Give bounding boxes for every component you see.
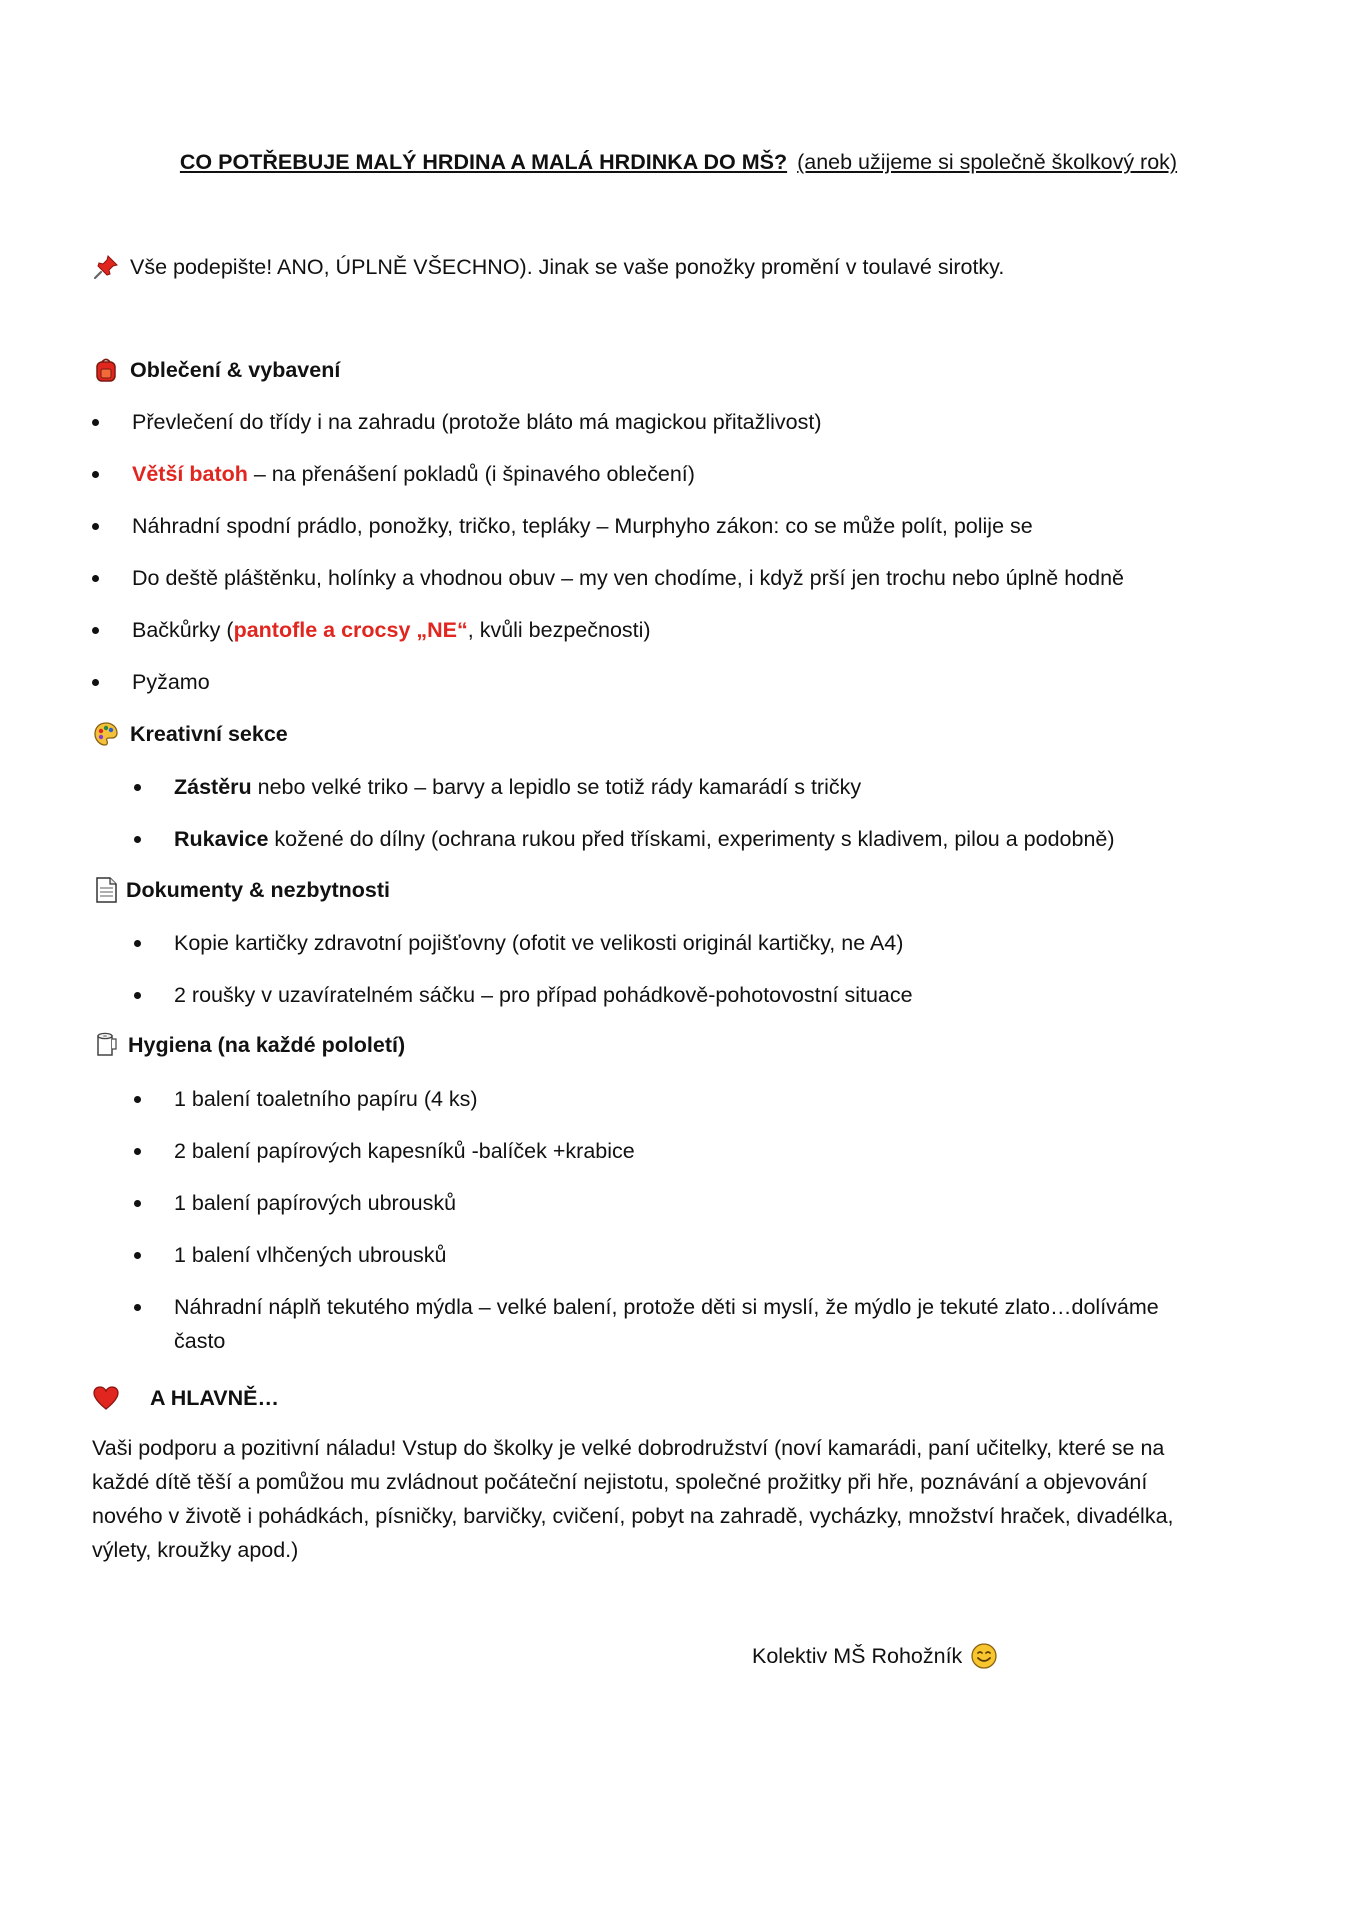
list-item-text: 1 balení toaletního papíru (4 ks) — [174, 1087, 478, 1111]
bullet — [134, 1252, 141, 1259]
title-subtitle: (aneb užijeme si společně školkový rok) — [797, 150, 1178, 174]
list-item — [92, 509, 1033, 543]
paragraph-line: nového v životě i pohádkách, písničky, barvičky, cvičení, pobyt na zahradě, vycházky, množství hraček, divadélka, — [92, 1504, 1174, 1528]
bold-text: Rukavice — [174, 827, 269, 851]
bold-text: Zástěru — [174, 775, 252, 799]
list-item-text — [132, 457, 695, 491]
smiling-face-icon — [970, 1642, 998, 1670]
list-item — [134, 822, 1115, 856]
list-item — [134, 978, 913, 1012]
heading-hygiene: Hygiena (na každé pololetí) — [128, 1032, 406, 1057]
bullet — [134, 1096, 141, 1103]
bullet — [92, 679, 99, 686]
section-heading-mainly — [92, 1384, 279, 1412]
list-item — [92, 665, 210, 699]
section-heading-clothing — [92, 356, 340, 384]
list-item-text: Pyžamo — [132, 670, 210, 694]
list-item-rest: – na přenášení pokladů (i špinavého oblečení) — [247, 462, 695, 486]
notice-text: Vše podepište! ANO, ÚPLNĚ VŠECHNO). Jinak se vaše ponožky promění v toulavé sirotky. — [130, 255, 1005, 279]
list-item — [92, 457, 695, 491]
list-item-text: 2 roušky v uzavíratelném sáčku – pro případ pohádkově-pohotovostní situace — [174, 983, 913, 1007]
section-heading-creative — [92, 720, 288, 748]
list-item-text: Náhradní spodní prádlo, ponožky, tričko, tepláky – Murphyho zákon: co se může polít, polije se — [132, 514, 1033, 538]
highlight-text: Větší batoh — [132, 462, 248, 486]
pushpin-icon — [92, 253, 120, 281]
list-item — [134, 1186, 456, 1220]
toilet-paper-icon — [92, 1031, 120, 1059]
bullet — [134, 1200, 141, 1207]
bullet — [134, 784, 141, 791]
section-heading-documents — [92, 876, 390, 904]
list-item-text — [174, 822, 1115, 856]
signature — [752, 1639, 998, 1673]
list-item — [134, 1238, 447, 1272]
paragraph-line: výlety, kroužky apod.) — [92, 1538, 299, 1562]
list-item-line: často — [174, 1329, 226, 1353]
list-item — [92, 613, 651, 647]
list-item-text: Kopie kartičky zdravotní pojišťovny (ofotit ve velikosti originál kartičky, ne A4) — [174, 931, 904, 955]
signature-text: Kolektiv MŠ Rohožník — [752, 1644, 963, 1668]
list-item-text: Do deště pláštěnku, holínky a vhodnou obuv – my ven chodíme, i když prší jen trochu nebo úplně hodně — [132, 566, 1125, 590]
bullet — [134, 836, 141, 843]
heading-mainly: A HLAVNĚ… — [150, 1385, 279, 1410]
document-title — [0, 145, 1357, 179]
highlight-text: pantofle a crocsy „NE“ — [233, 618, 468, 642]
backpack-icon — [92, 356, 120, 384]
bullet — [92, 523, 99, 530]
heading-documents: Dokumenty & nezbytnosti — [126, 877, 390, 902]
closing-paragraph — [92, 1431, 1272, 1567]
heading-clothing: Oblečení & vybavení — [130, 357, 341, 382]
list-item — [134, 1082, 478, 1116]
heart-icon — [92, 1384, 120, 1412]
list-item-rest: kožené do dílny (ochrana rukou před třískami, experimenty s kladivem, pilou a podobně) — [268, 827, 1115, 851]
bullet — [134, 992, 141, 999]
list-item — [134, 770, 861, 804]
bullet — [134, 940, 141, 947]
paragraph-line: každé dítě těší a pomůžou mu zvládnout počáteční nejistotu, společné prožitky při hře, poznávání a objevování — [92, 1470, 1148, 1494]
list-item — [134, 1134, 635, 1168]
list-item — [134, 926, 903, 960]
list-item-rest: , kvůli bezpečnosti) — [467, 618, 651, 642]
paragraph-line: Vaši podporu a pozitivní náladu! Vstup do školky je velké dobrodružství (noví kamarádi, paní učitelky, které se na — [92, 1436, 1165, 1460]
list-item-line: Náhradní náplň tekutého mýdla – velké balení, protože děti si myslí, že mýdlo je tekuté zlato…dolíváme — [174, 1295, 1159, 1319]
list-item-text: Převlečení do třídy i na zahradu (protože bláto má magickou přitažlivost) — [132, 410, 822, 434]
list-item — [92, 405, 822, 439]
bullet — [134, 1304, 141, 1311]
list-item-text — [174, 1290, 1159, 1358]
notice-line — [92, 250, 1004, 284]
list-item-text — [174, 770, 861, 804]
palette-icon — [92, 720, 120, 748]
list-item-text: 1 balení papírových ubrousků — [174, 1191, 457, 1215]
list-item — [92, 561, 1124, 595]
list-item-text: 2 balení papírových kapesníků -balíček +krabice — [174, 1139, 635, 1163]
list-item — [134, 1290, 1159, 1358]
list-item-rest: nebo velké triko – barvy a lepidlo se totiž rády kamarádí s tričky — [251, 775, 862, 799]
title-main: CO POTŘEBUJE MALÝ HRDINA A MALÁ HRDINKA DO MŠ? — [179, 150, 788, 174]
bullet — [92, 627, 99, 634]
bullet — [134, 1148, 141, 1155]
list-item-text — [132, 613, 651, 647]
list-item-text: 1 balení vlhčených ubrousků — [174, 1243, 447, 1267]
bullet — [92, 471, 99, 478]
heading-creative: Kreativní sekce — [130, 721, 288, 746]
document-icon — [92, 876, 120, 904]
section-heading-hygiene — [92, 1031, 405, 1059]
bullet — [92, 575, 99, 582]
bullet — [92, 419, 99, 426]
list-item-pre: Bačkůrky ( — [132, 618, 234, 642]
